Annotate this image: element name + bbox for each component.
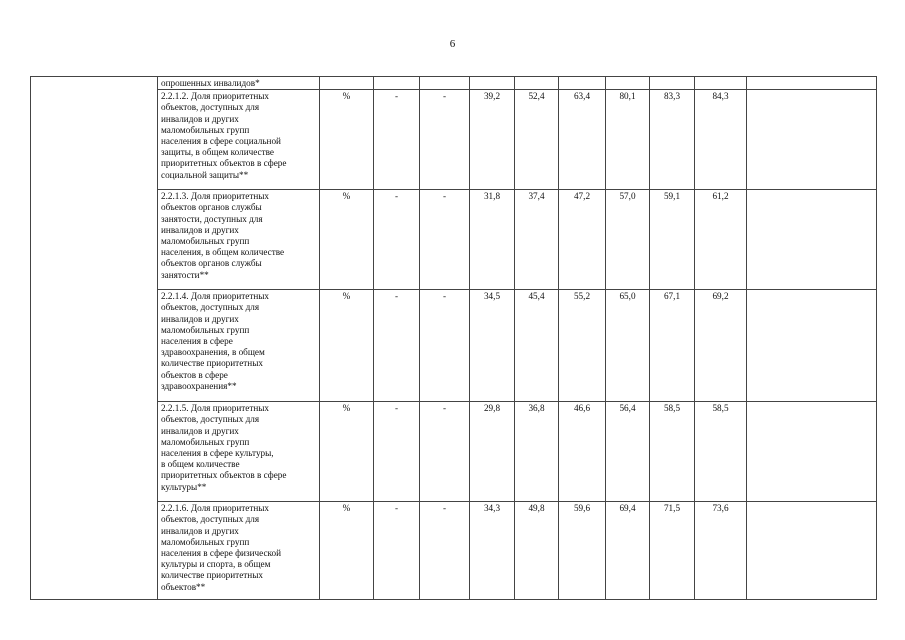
table-cell-blank: [747, 502, 877, 600]
table-cell-blank: [420, 77, 470, 90]
value-cell: -: [374, 90, 420, 190]
unit-cell: %: [320, 290, 374, 402]
table-row: [31, 90, 877, 190]
indicator-name: опрошенных инвалидов*: [158, 77, 320, 90]
value-cell: 59,6: [559, 502, 606, 600]
value-cell: 39,2: [470, 90, 515, 190]
unit-cell: %: [320, 90, 374, 190]
value-cell: -: [420, 90, 470, 190]
value-cell: 59,1: [650, 190, 695, 290]
table-row: [31, 502, 877, 600]
page-number: 6: [449, 38, 456, 50]
table-cell-blank: [747, 77, 877, 90]
table-cell-blank: [470, 77, 515, 90]
value-cell: 57,0: [606, 190, 650, 290]
value-cell: 80,1: [606, 90, 650, 190]
value-cell: -: [420, 190, 470, 290]
indicator-name: 2.2.1.2. Доля приоритетных объектов, доступных для инвалидов и других маломобильных групп населения в сфере социальной защиты, в общем количестве приоритетных объектов в сфере социальной защиты**: [158, 90, 320, 190]
unit-cell: %: [320, 190, 374, 290]
indicators-table: [30, 76, 877, 600]
value-cell: 63,4: [559, 90, 606, 190]
value-cell: 71,5: [650, 502, 695, 600]
table-cell-blank: [650, 77, 695, 90]
table-row: [31, 402, 877, 502]
unit-cell: %: [320, 502, 374, 600]
table-cell-blank: [695, 77, 747, 90]
value-cell: 37,4: [515, 190, 559, 290]
table-cell-blank: [747, 402, 877, 502]
value-cell: 69,4: [606, 502, 650, 600]
value-cell: -: [420, 402, 470, 502]
value-cell: 46,6: [559, 402, 606, 502]
indicator-name: 2.2.1.3. Доля приоритетных объектов органов службы занятости, доступных для инвалидов и других маломобильных групп населения, в общем количестве объектов органов службы занятости**: [158, 190, 320, 290]
value-cell: 36,8: [515, 402, 559, 502]
value-cell: 34,3: [470, 502, 515, 600]
value-cell: 55,2: [559, 290, 606, 402]
value-cell: 73,6: [695, 502, 747, 600]
table-cell-blank: [31, 77, 158, 600]
value-cell: -: [374, 402, 420, 502]
indicator-name: 2.2.1.4. Доля приоритетных объектов, доступных для инвалидов и других маломобильных групп населения в сфере здравоохранения, в общем количестве приоритетных объектов в сфере здравоохранения**: [158, 290, 320, 402]
value-cell: 61,2: [695, 190, 747, 290]
table-row: [31, 290, 877, 402]
table-row-continuation: [31, 77, 877, 90]
table-cell-blank: [320, 77, 374, 90]
indicator-name: 2.2.1.6. Доля приоритетных объектов, доступных для инвалидов и других маломобильных групп населения в сфере физической культуры и спорта, в общем количестве приоритетных объектов**: [158, 502, 320, 600]
value-cell: 65,0: [606, 290, 650, 402]
value-cell: -: [374, 502, 420, 600]
value-cell: 83,3: [650, 90, 695, 190]
value-cell: 67,1: [650, 290, 695, 402]
value-cell: -: [374, 290, 420, 402]
value-cell: 45,4: [515, 290, 559, 402]
value-cell: -: [420, 502, 470, 600]
indicator-name: 2.2.1.5. Доля приоритетных объектов, доступных для инвалидов и других маломобильных групп населения в сфере культуры, в общем количестве приоритетных объектов в сфере культуры**: [158, 402, 320, 502]
value-cell: 49,8: [515, 502, 559, 600]
table-cell-blank: [606, 77, 650, 90]
table-cell-blank: [747, 90, 877, 190]
table-cell-blank: [747, 190, 877, 290]
table-cell-blank: [374, 77, 420, 90]
value-cell: -: [374, 190, 420, 290]
value-cell: 84,3: [695, 90, 747, 190]
value-cell: 29,8: [470, 402, 515, 502]
table-cell-blank: [747, 290, 877, 402]
value-cell: 31,8: [470, 190, 515, 290]
value-cell: 34,5: [470, 290, 515, 402]
table-cell-blank: [559, 77, 606, 90]
value-cell: -: [420, 290, 470, 402]
value-cell: 52,4: [515, 90, 559, 190]
value-cell: 47,2: [559, 190, 606, 290]
value-cell: 56,4: [606, 402, 650, 502]
value-cell: 58,5: [650, 402, 695, 502]
table-row: [31, 190, 877, 290]
value-cell: 58,5: [695, 402, 747, 502]
unit-cell: %: [320, 402, 374, 502]
value-cell: 69,2: [695, 290, 747, 402]
table-cell-blank: [515, 77, 559, 90]
